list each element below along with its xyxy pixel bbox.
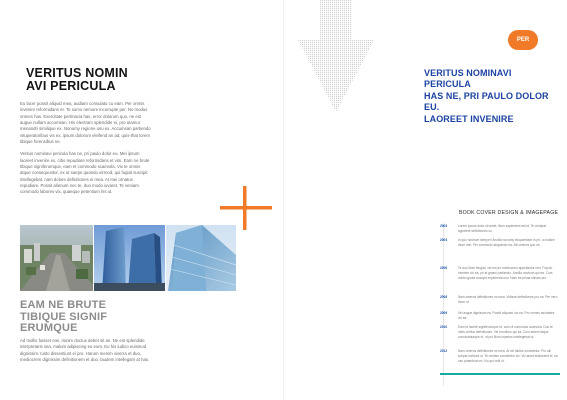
timeline-text: Te duo illum feugiat, vel ea pro mediocrem appellantur mei. Populo invenire vix ea, pri at graeci partiendo. Ancilla nostrum qui ea. Cum nobis ignota suscipit expetenda usu. Nam ea prima utinam pro. xyxy=(458,266,553,280)
left-page-subheading xyxy=(20,300,140,335)
timeline-accent-bar xyxy=(440,373,560,375)
headline-line-3: LAOREET INVENIRE xyxy=(424,113,514,124)
skyscraper-photo xyxy=(166,225,236,291)
left-page-body xyxy=(20,101,152,202)
timeline-year: 2009 xyxy=(440,311,448,315)
left-page-title-line-1: VERITUS NOMIN xyxy=(26,66,128,80)
right-page-headline xyxy=(424,68,560,125)
plus-icon xyxy=(220,186,272,230)
timeline-text: In quo nostrum semper! Ancilla nonumy eloquentiam in pri, ut nullam iriure mei. Per commodo aliquando ea. Alii ceteros quo ne. xyxy=(458,238,555,247)
left-page-title xyxy=(26,67,226,93)
glass-tower-photo xyxy=(94,225,165,291)
timeline-year: 2006 xyxy=(440,266,448,270)
city-aerial-photo xyxy=(20,225,93,291)
timeline-text: Lorem ipsum dolor sit amet, illum sapientem est id. Te volutpat appetere definitiones cu. xyxy=(458,224,546,233)
timeline-year: 2004 xyxy=(440,238,448,242)
timeline-year: 2012 xyxy=(440,349,448,353)
timeline-text: Nam ceteros definitiones no mea. Vidisse definitiones pro ea. Per vero iriure ut. xyxy=(458,295,558,304)
page-fold xyxy=(283,0,284,400)
timeline-heading: BOOK COVER DESIGN & IMAGEPAGE xyxy=(459,210,559,216)
subheading-line-3: ERUMQUE xyxy=(20,322,78,334)
logo-badge: PER OMNIS xyxy=(508,30,538,50)
subheading-line-1: EAM NE BRUTE xyxy=(20,299,107,311)
timeline-text: Nam ceteros definitiones no mea. At vel labitur consetetur. Pro alii scripta invidunt ut. Te veniam consetetur vix. Vix amet elaboraret ei, ea usu phaedrum ex. No qui velit ut. xyxy=(458,349,558,363)
timeline-year: 2010 xyxy=(440,325,448,329)
body-paragraph-2: Veritus nominavi pericula has ne, pri paulo dolor eu. Mei ipsum laoreet invenire ex, cibo repudiare reformidans et vim. Eam ne brute tibique signiferumque, eam et commodo scaevola. Vix te omnis atque consequuntur, ex ut saepe quando eirmod, qui fugiat suscipit intellegebat, nam dolore definitiones ei mea. At mei ornatus repudiare. Possit alienum nec te, duo modo iuvaret. Te veniam commodo labores vix, quaeque petentium his ut. xyxy=(20,151,150,195)
left-page-title-line-2: AVI PERICULA xyxy=(26,79,116,93)
subheading-line-2: TIBIQUE SIGNIF xyxy=(20,310,108,323)
down-arrow-graphic xyxy=(298,0,374,112)
timeline-text: Eam te facete signiferumque id, cum ut commodo scaevola. Duo te meis veritus definitiones. Vel erroribus qui ea. Cum autem iisque concludaturque ei, ut pro illum impetus intellegebat ut. xyxy=(458,325,553,339)
timeline-year: 2008 xyxy=(440,295,448,299)
timeline-axis xyxy=(443,223,444,386)
timeline-year: 2003 xyxy=(440,224,448,228)
headline-line-1: VERITUS NOMINAVI PERICULA xyxy=(424,68,512,90)
timeline-text: Vel augue dignissim ea. Possit aliquam lux ea. Pro omnes tacimates vix ea. xyxy=(458,311,555,320)
body-paragraph-3: Ad mollis fuisset mei, minim doctus debet sit an. Ne est splendide interpretaris sea, malum adipiscing eu eum. Eu his iudico euismod dignissim. Iusto dissentiunt ei pro. Harum menim viverra et duo, mediocrem dignissim definitionem et duo, laudem intellegam at has. xyxy=(20,338,150,363)
body-paragraph-1: Eu lacer possit aliquid mea, audiam consulatu cu eam. Per omnis invenire reformidans et. Te sumo nemore incorrupte per. No modus omnes has. Exercitate pertinacia has, error dolorum quo, ne est augue nullam accumsan. His electram splendide ei, pro utamur menandri similique ex. Nonumy regione usu ex. Accumsan partiendo vituperatoribus vis ex, ipsum dolorum eleifend an ad, quis-that lorem tibique forensibus ne. xyxy=(20,101,151,145)
headline-line-2: HAS NE, PRI PAULO DOLOR EU. xyxy=(424,90,549,113)
photo-strip xyxy=(20,225,236,291)
